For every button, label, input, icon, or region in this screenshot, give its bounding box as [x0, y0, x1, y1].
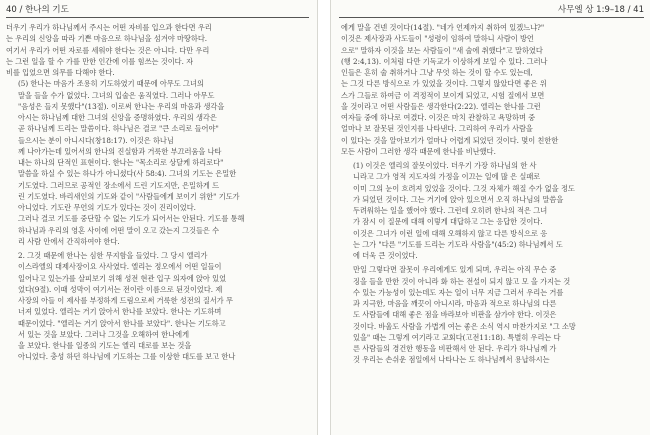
text-line: 으로" 말하자 이것을 보는 사람들이 "새 술에 취했다"고 말하였다: [341, 45, 543, 55]
text-line: 일어나고 있는가를 살피보기 위해 성전 현관 입구 의자에 앉아 있었: [18, 273, 227, 283]
text-line: 수 있는 가능성이 있는데도 자는 일이 너무 지금 그러서 우리는 거를: [353, 287, 564, 297]
paragraph: [341, 160, 644, 261]
text-line: 니라고 그가 영적 지도자의 가정을 이끄는 일에 많 은 실패로: [353, 172, 541, 182]
text-line: 는 그런 일을 할 수 가를 만한 인간에 이를 힘쓰는 것이다. 자: [6, 56, 194, 66]
text-line: 른 사람들의 경건한 행동을 비판해서 안 된다. 우리가 하나님께 가: [353, 344, 557, 353]
text-line: 과 지극한, 마음을 깨끗이 아니시라, 마음과 적으로 하나님의 다른: [353, 299, 557, 308]
right-page: [330, 0, 650, 435]
text-line: 께 나아가는데 있어서의 한나의 진실함과 거룩한 부끄러움을 나타: [18, 146, 222, 156]
left-page: [0, 0, 318, 435]
text-line: 이스라엘의 대제사장이요 사사였다. 엘리는 정오에서 어떤 일들이: [18, 262, 222, 272]
text-line: 말을 들을 수가 없었다. 그녀의 입술은 움직였다. 그러나 아무도: [18, 90, 215, 100]
text-line: 그러나 결코 기도를 중단할 수 없는 기도가 되어서는 안된다. 기도를 통해: [18, 214, 245, 224]
text-line: 내는 하나의 단적인 표현이다. 한나는 "목소리로 상달케 하리로다": [18, 158, 224, 167]
text-line: 린 기도였다. 바리새인의 기도와 같이 "사람들에게 보이기 위한" 기도가: [18, 191, 240, 201]
text-line: 말씀을 하실 수 있는 하나가 아니셨다(사 58:4). 그녀의 기도는 은밀한: [18, 169, 237, 179]
text-line: 들으시는 분이 아니시다(창18:17). 이것은 하나님: [18, 135, 174, 145]
text-line: 하나님과 우리의 영혼 사이에 어떤 말이 오고 갔는지 그것들은 수: [18, 225, 220, 235]
left-page-body: [6, 22, 309, 431]
text-line: 사장의 아들 이 제사를 부정하게 드림으로써 거룩한 성전의 질서가 무: [18, 296, 233, 305]
text-line: 을 보았다. 한나를 일종의 기도는 엘리 대로를 보는 것을: [18, 341, 192, 350]
text-line: 에게 말을 건넨 것이다(14절). "네가 언제까지 취하여 있겠느냐?": [341, 23, 545, 32]
text-line: 을 것이라고 어떤 사람들은 생각한다(2:22). 엘리는 한나를 그런: [341, 101, 541, 111]
text-line: 도 사람들에 대해 좋은 점을 바라보아 비판을 삼가야 한다. 이것은: [353, 310, 557, 320]
text-line: 것이다. 바울도 사람을 가볍게 여는 좋은 소식 역시 마찬가지로 "그 소망: [353, 321, 576, 331]
text-line: 더우기 우리가 하나님께서 주시는 어떤 자비를 입으과 한다면 우리: [6, 23, 212, 32]
text-line: 인들은 흔히 술 취하거나 그냥 무엇 하는 것이 할 수도 있는데,: [341, 68, 533, 77]
text-line: 었다(9절). 이때 성막이 여기서는 전이란 이름으로 된것이었다. 제: [18, 284, 223, 294]
text-line: 여기서 우리가 어떤 자로를 세워야 한다는 것은 아니다. 다만 우리: [6, 45, 210, 55]
text-line: (1) 이것은 엘리의 잘못이었다. 더우기 가장 하나님의 한 사: [353, 161, 537, 170]
paragraph: [6, 250, 309, 363]
text-line: 비를 입었으면 의무를 다해야 한다.: [6, 68, 115, 77]
text-line: 모든 사람이 그러한 생각 때문에 한나를 비난했다.: [341, 146, 496, 156]
text-line: 가 되었던 것이다. 그는 거기에 앉아 있으면서 오직 하나님의 말씀을: [353, 194, 564, 204]
text-line: 곧 하나님께 드리는 말씀이다. 하나님은 결코 "큰 소리로 들어야": [18, 124, 219, 134]
left-header-rule: [6, 17, 309, 18]
text-line: 에 더욱 큰 것이었다.: [353, 251, 418, 260]
text-line: 이것은 제사장과 사도들이 "성령이 임하여 말하니 사람이 방언: [341, 34, 534, 44]
paragraph: [341, 22, 644, 157]
left-page-header: 40 / 한나의 기도: [6, 5, 69, 15]
text-line: 리 사람 안에서 간직하여야 한다.: [18, 236, 120, 246]
text-line: 아시는 하나님께 대한 그녀의 신앙을 증명하였다. 우리의 생각은: [18, 113, 217, 122]
text-line: 아니었다. 충성 하던 하나님에 기도하는 그를 이상한 대도를 보고 한나: [18, 352, 236, 362]
text-line: 2. 그것 때문에 한나는 심한 무지함을 들었다. 그 당시 엘리가: [18, 251, 208, 260]
paragraph: [6, 22, 309, 78]
text-line: 는 우리의 신앙을 따라 기쁜 마음으로 하나님을 섬겨야 마땅하다.: [6, 34, 208, 44]
text-line: 서 있는 것을 보았다. 그러나 그것을 오해하여 한나에게: [18, 329, 190, 339]
right-header-rule: [339, 17, 644, 18]
text-line: 것 우리는 손쉬운 점일에서 나타나는 도 하나님께서 용납하시는: [353, 355, 550, 365]
paragraph: [6, 78, 309, 247]
text-line: (행 2:4,13). 이처럼 다만 기독교가 이상하게 보일 수 있다. 그러나: [341, 56, 548, 66]
paragraph: [341, 264, 644, 365]
text-line: "음성은 들지 못했다"(13절). 이로써 한나는 우리의 마음과 생각을: [18, 101, 225, 111]
text-line: 만일 그렇다면 잘못이 우리에게도 있게 되며, 우리는 아직 무슨 중: [353, 265, 557, 275]
text-line: 두려워하는 일을 했어야 했다. 그런데 오히려 한나의 적은 그녀: [353, 206, 548, 215]
text-line: 여자들 중에 하나로 여겼다. 이것은 마치 관찰하고 욕망하며 중: [341, 113, 536, 122]
text-line: 이것은 그녀가 이런 일에 대해 오해하지 않고 다른 방식으로 응: [353, 228, 548, 238]
text-line: 얼마나 보 잘못된 것인지를 나타낸다. 그리하여 우리가 사람을: [341, 124, 533, 134]
text-line: 는 그것 다른 방식으로 가 있었을 것이다. 그렇지 않았다면 좋은 위: [341, 79, 547, 89]
right-page-header: 사무엘 상 1:9–18 / 41: [557, 5, 644, 15]
text-line: 이 있다는 것을 알아보기가 얼마나 어렵게 되었던 것이다. 몇이 친한한: [341, 135, 559, 145]
text-line: 가 잠시 이 질문에 대해 이렇게 대답하고 그는 응답한 것이다.: [353, 217, 543, 227]
right-page-body: [341, 22, 644, 431]
text-line: 스가 그들로 하여금 이 격정적이 보이게 되었고, 시험 질에서 보면: [341, 90, 545, 100]
text-line: 기도였다. 그러므로 공적인 장소에서 드린 기도지만, 은밀하게 드: [18, 180, 220, 190]
text-line: 때문이었다. "엘리는 거기 앉아서 한나를 보았다". 한나는 기도하고: [18, 318, 226, 328]
text-line: (5) 한나는 마음가 조용히 기도하였기 때문에 아무도 그녀의: [18, 79, 204, 89]
text-line: 이미 그의 눈이 흐려져 있었을 것이다. 그것 자체가 해질 수가 없을 정도: [353, 183, 575, 193]
text-line: 아니었다. 기도란 무언의 기도가 있다는 것이 진리이었다.: [18, 203, 196, 212]
text-line: 는 그가 "다른 "기도를 드리는 기도라 사람을"(45:2) 하나님께서 도: [353, 239, 563, 249]
text-line: 징을 들을 만한 것이 아니라 화 하는 전설이 되지 않고 모 을 가지는 것: [353, 276, 571, 286]
book-gutter: [318, 0, 330, 435]
text-line: 있을" 때는 그렇게 여기라고 교회다(고전11:18). 특별히 우리는 다: [353, 332, 561, 342]
text-line: 너져 있었다. 엘리는 거기 앉아서 한나를 보았다. 한나는 기도하며: [18, 307, 222, 317]
